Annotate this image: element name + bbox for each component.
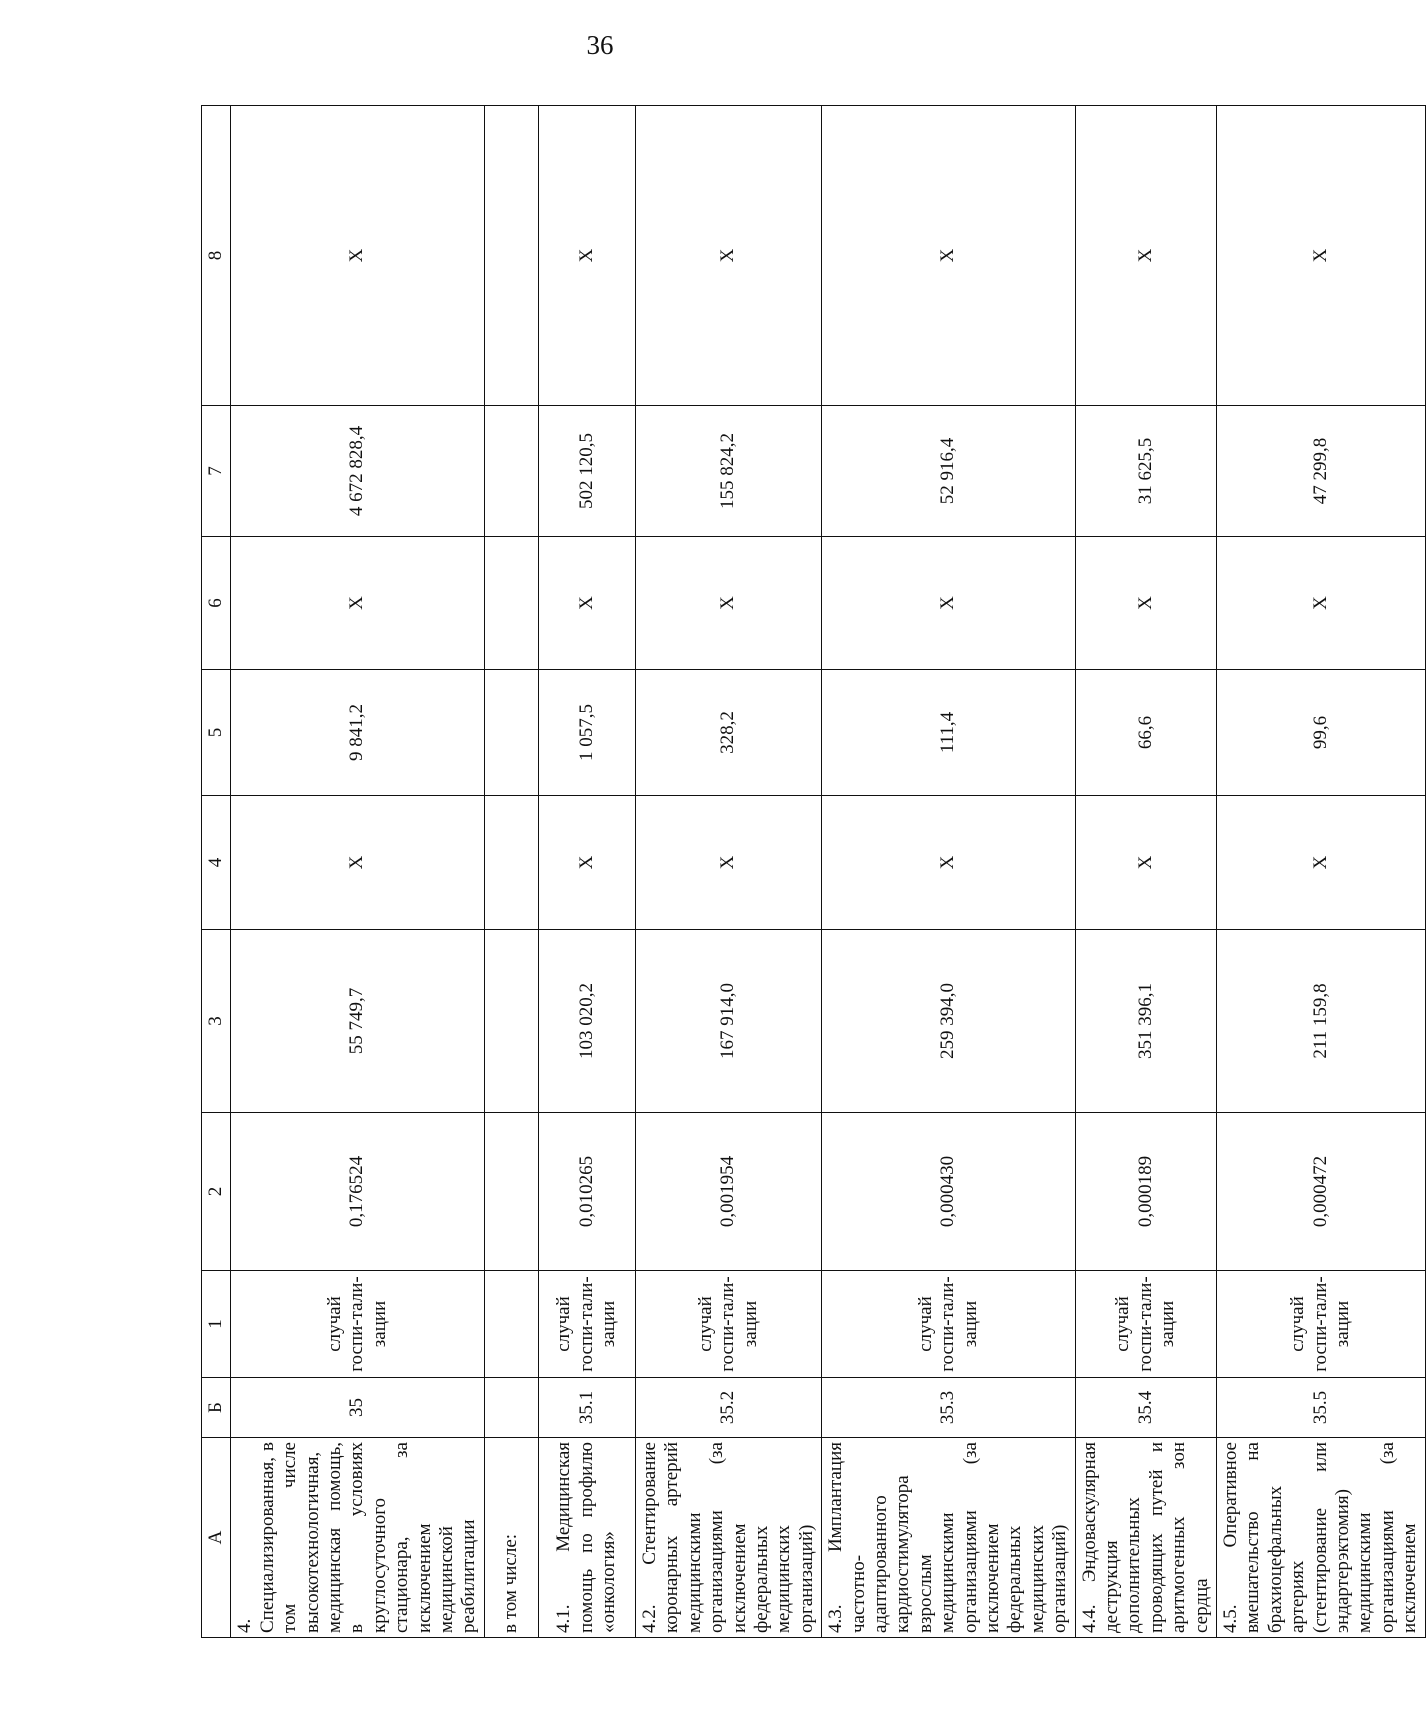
row-col-5: 99,6 — [1217, 670, 1426, 796]
row-col-7 — [484, 406, 538, 537]
row-col-8: Х — [1217, 106, 1426, 406]
row-col-8: Х — [231, 106, 484, 406]
header-cell: 4 — [202, 796, 231, 930]
row-col-4: Х — [1217, 796, 1426, 930]
row-col-7: 52 916,4 — [822, 406, 1075, 537]
row-col-7: 155 824,2 — [635, 406, 821, 537]
row-col-5: 1 057,5 — [538, 670, 635, 796]
row-col-3: 351 396,1 — [1075, 930, 1216, 1113]
row-col-8: Х — [538, 106, 635, 406]
row-col-7: 4 672 828,4 — [231, 406, 484, 537]
row-col-5: 66,6 — [1075, 670, 1216, 796]
row-unit: случай госпи-тали-зации — [1075, 1271, 1216, 1378]
row-col-8: Х — [822, 106, 1075, 406]
row-col-2: 0,000472 — [1217, 1113, 1426, 1271]
row-unit: случай госпи-тали-зации — [538, 1271, 635, 1378]
row-description: в том числе: — [484, 1438, 538, 1638]
row-col-2: 0,010265 — [538, 1113, 635, 1271]
row-col-6: Х — [1075, 537, 1216, 670]
row-code: 35.5 — [1217, 1378, 1426, 1438]
row-description: 4.2. Стентирование коронарных артерий медицинскими организациями (за исключением федеральных медицинских организаций) — [635, 1438, 821, 1638]
row-col-4: Х — [1075, 796, 1216, 930]
row-col-2: 0,176524 — [231, 1113, 484, 1271]
row-code: 35.3 — [822, 1378, 1075, 1438]
row-col-3 — [484, 930, 538, 1113]
row-col-5: 9 841,2 — [231, 670, 484, 796]
table-row — [231, 106, 484, 1638]
row-col-8: Х — [635, 106, 821, 406]
row-col-3: 55 749,7 — [231, 930, 484, 1113]
row-code — [484, 1378, 538, 1438]
row-unit: случай госпи-тали-зации — [231, 1271, 484, 1378]
header-row — [202, 106, 231, 1638]
row-col-7: 31 625,5 — [1075, 406, 1216, 537]
row-description: 4. Специализированная, в том числе высокотехнологичная, медицинская помощь, в условиях круглосуточного стационара, за исключением медицинской реабилитации — [231, 1438, 484, 1638]
row-description: 4.3. Имплантация частотно-адаптированного кардиостимулятора взрослым медицинскими организациями (за исключением федеральных медицинских организаций) — [822, 1438, 1075, 1638]
row-col-2 — [484, 1113, 538, 1271]
row-col-3: 167 914,0 — [635, 930, 821, 1113]
header-cell: Б — [202, 1378, 231, 1438]
row-code: 35.2 — [635, 1378, 821, 1438]
row-description: 4.1. Медицинская помощь по профилю «онкология» — [538, 1438, 635, 1638]
row-col-6: Х — [635, 537, 821, 670]
row-code: 35 — [231, 1378, 484, 1438]
row-unit — [484, 1271, 538, 1378]
page-number: 36 — [586, 30, 614, 60]
row-col-8: Х — [1075, 106, 1216, 406]
header-cell: А — [202, 1438, 231, 1638]
rotated-table-container — [201, 106, 1421, 1638]
row-col-5: 328,2 — [635, 670, 821, 796]
row-col-5: 111,4 — [822, 670, 1075, 796]
row-unit: случай госпи-тали-зации — [635, 1271, 821, 1378]
row-col-2: 0,001954 — [635, 1113, 821, 1271]
table-area — [201, 106, 1421, 1638]
row-col-6: Х — [822, 537, 1075, 670]
row-unit: случай госпи-тали-зации — [822, 1271, 1075, 1378]
row-col-3: 211 159,8 — [1217, 930, 1426, 1113]
table-row — [1075, 106, 1216, 1638]
header-cell: 6 — [202, 537, 231, 670]
header-cell: 3 — [202, 930, 231, 1113]
header-cell: 7 — [202, 406, 231, 537]
row-col-6: Х — [231, 537, 484, 670]
row-col-6: Х — [538, 537, 635, 670]
row-col-3: 103 020,2 — [538, 930, 635, 1113]
row-col-2: 0,000430 — [822, 1113, 1075, 1271]
table-row — [484, 106, 538, 1638]
row-description: 4.5. Оперативное вмешательство на брахиоцефальных артериях (стентирование или эндартерэктомия) медицинскими организациями (за исключением — [1217, 1438, 1426, 1638]
row-col-7: 47 299,8 — [1217, 406, 1426, 537]
row-col-7: 502 120,5 — [538, 406, 635, 537]
table-row — [635, 106, 821, 1638]
row-col-3: 259 394,0 — [822, 930, 1075, 1113]
table-row — [1217, 106, 1426, 1638]
header-cell: 5 — [202, 670, 231, 796]
header-cell: 8 — [202, 106, 231, 406]
row-code: 35.1 — [538, 1378, 635, 1438]
row-col-4: Х — [822, 796, 1075, 930]
row-unit: случай госпи-тали-зации — [1217, 1271, 1426, 1378]
table-row — [822, 106, 1075, 1638]
row-col-4: Х — [538, 796, 635, 930]
header-cell: 2 — [202, 1113, 231, 1271]
row-col-5 — [484, 670, 538, 796]
row-col-2: 0,000189 — [1075, 1113, 1216, 1271]
row-code: 35.4 — [1075, 1378, 1216, 1438]
row-col-4 — [484, 796, 538, 930]
row-col-6 — [484, 537, 538, 670]
row-description: 4.4. Эндоваскулярная деструкция дополнительных проводящих путей и аритмогенных зон сердца — [1075, 1438, 1216, 1638]
row-col-4: Х — [635, 796, 821, 930]
data-table — [201, 105, 1426, 1638]
table-row — [538, 106, 635, 1638]
row-col-4: Х — [231, 796, 484, 930]
row-col-6: Х — [1217, 537, 1426, 670]
row-col-8 — [484, 106, 538, 406]
header-cell: 1 — [202, 1271, 231, 1378]
